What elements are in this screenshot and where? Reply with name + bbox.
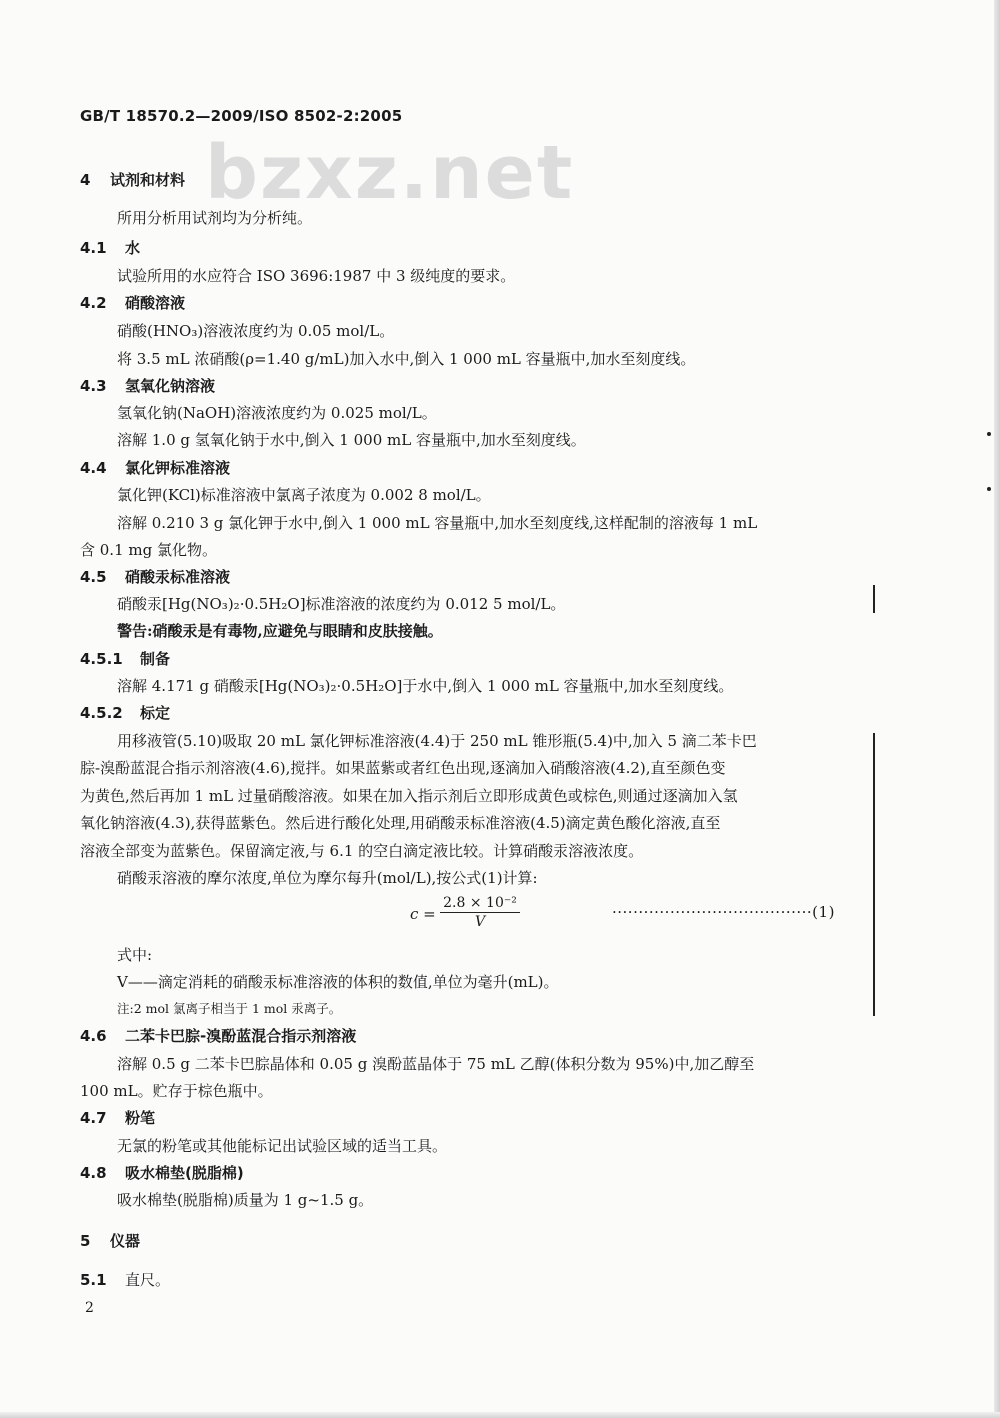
- section-number: 4.2: [80, 294, 107, 312]
- note-text: 注:2 mol 氯离子相当于 1 mol 汞离子。: [117, 1001, 342, 1016]
- section-4-3-heading: [80, 376, 215, 396]
- paragraph: 腙-溴酚蓝混合指示剂溶液(4.6),搅拌。如果蓝紫或者红色出现,逐滴加入硝酸溶液(4.2),直至颜色变: [80, 759, 726, 777]
- paragraph: 硝酸汞溶液的摩尔浓度,单位为摩尔每升(mol/L),按公式(1)计算:: [117, 869, 538, 887]
- section-4-6-heading: [80, 1026, 356, 1046]
- section-number: 4.4: [80, 459, 107, 477]
- change-bar: [873, 585, 875, 613]
- section-title: 吸水棉垫(脱脂棉): [125, 1164, 244, 1182]
- paragraph: 溶解 0.210 3 g 氯化钾于水中,倒入 1 000 mL 容量瓶中,加水至刻度线,这样配制的溶液每 1 mL: [117, 514, 758, 532]
- paragraph: 无氯的粉笔或其他能标记出试验区域的适当工具。: [117, 1137, 448, 1155]
- section-number: 4.8: [80, 1164, 107, 1182]
- section-5-1: [80, 1270, 170, 1290]
- paragraph: 100 mL。贮存于棕色瓶中。: [80, 1082, 273, 1100]
- paragraph: 硝酸汞[Hg(NO₃)₂·0.5H₂O]标准溶液的浓度约为 0.012 5 mol/L。: [117, 595, 566, 613]
- section-title: 试剂和材料: [110, 171, 186, 189]
- variable-definition: V——滴定消耗的硝酸汞标准溶液的体积的数值,单位为毫升(mL)。: [117, 973, 559, 991]
- paragraph: 为黄色,然后再加 1 mL 过量硝酸溶液。如果在加入指示剂后立即形成黄色或棕色,则通过逐滴加入氢: [80, 787, 738, 805]
- paragraph: 将 3.5 mL 浓硝酸(ρ=1.40 g/mL)加入水中,倒入 1 000 mL 容量瓶中,加水至刻度线。: [117, 350, 696, 368]
- section-number: 4: [80, 171, 91, 189]
- equation-label: ······································(1): [612, 903, 835, 921]
- section-number: 4.6: [80, 1027, 107, 1045]
- section-number: 4.7: [80, 1109, 107, 1127]
- paragraph: 直尺。: [125, 1271, 171, 1289]
- section-4-7-heading: [80, 1108, 155, 1128]
- section-4-1-heading: [80, 238, 140, 258]
- watermark: bzxz.net: [205, 130, 575, 216]
- change-bar: [873, 733, 875, 1016]
- paragraph: 溶解 4.171 g 硝酸汞[Hg(NO₃)₂·0.5H₂O]于水中,倒入 1 000 mL 容量瓶中,加水至刻度线。: [117, 677, 734, 695]
- section-4-5-1-heading: [80, 649, 170, 669]
- section-title: 硝酸汞标准溶液: [125, 568, 231, 586]
- paragraph: 所用分析用试剂均为分析纯。: [117, 209, 313, 227]
- section-4-heading: [80, 170, 185, 190]
- section-title: 制备: [140, 650, 171, 668]
- section-title: 水: [125, 239, 141, 257]
- equation-fraction: [440, 895, 520, 930]
- section-title: 标定: [140, 704, 171, 722]
- page-edge-bottom: [0, 1412, 1000, 1418]
- page-number: 2: [85, 1300, 94, 1316]
- equation-numerator: 2.8 × 10⁻²: [440, 895, 520, 913]
- paragraph: 氯化钾(KCl)标准溶液中氯离子浓度为 0.002 8 mol/L。: [117, 486, 491, 504]
- section-title: 硝酸溶液: [125, 294, 186, 312]
- where-label: 式中:: [117, 946, 153, 964]
- section-number: 4.3: [80, 377, 107, 395]
- warning-text: 警告:硝酸汞是有毒物,应避免与眼睛和皮肤接触。: [117, 622, 443, 640]
- standard-header: GB/T 18570.2—2009/ISO 8502-2:2005: [80, 107, 403, 125]
- scan-mark: [987, 432, 991, 436]
- section-number: 4.5.2: [80, 704, 123, 722]
- section-4-5-2-heading: [80, 703, 170, 723]
- section-4-4-heading: [80, 458, 230, 478]
- section-number: 4.1: [80, 239, 107, 257]
- section-4-2-heading: [80, 293, 185, 313]
- paragraph: 吸水棉垫(脱脂棉)质量为 1 g~1.5 g。: [117, 1191, 374, 1209]
- section-number: 5.1: [80, 1271, 107, 1289]
- section-title: 二苯卡巴腙-溴酚蓝混合指示剂溶液: [125, 1027, 357, 1045]
- section-title: 氢氧化钠溶液: [125, 377, 216, 395]
- paragraph: 氢氧化钠(NaOH)溶液浓度约为 0.025 mol/L。: [117, 404, 437, 422]
- section-title: 氯化钾标准溶液: [125, 459, 231, 477]
- equation-denominator: V: [474, 914, 486, 930]
- paragraph: 硝酸(HNO₃)溶液浓度约为 0.05 mol/L。: [117, 322, 395, 340]
- section-5-heading: [80, 1231, 140, 1251]
- section-4-8-heading: [80, 1163, 244, 1183]
- section-title: 粉笔: [125, 1109, 156, 1127]
- paragraph: 氧化钠溶液(4.3),获得蓝紫色。然后进行酸化处理,用硝酸汞标准溶液(4.5)滴定黄色酸化溶液,直至: [80, 814, 721, 832]
- paragraph: 溶液全部变为蓝紫色。保留滴定液,与 6.1 的空白滴定液比较。计算硝酸汞溶液浓度。: [80, 842, 644, 860]
- scan-mark: [987, 487, 991, 491]
- paragraph: 试验所用的水应符合 ISO 3696:1987 中 3 级纯度的要求。: [117, 267, 516, 285]
- paragraph: 含 0.1 mg 氯化物。: [80, 541, 217, 559]
- section-number: 4.5: [80, 568, 107, 586]
- equation-lhs: c =: [410, 905, 436, 923]
- paragraph: 溶解 1.0 g 氢氧化钠于水中,倒入 1 000 mL 容量瓶中,加水至刻度线。: [117, 431, 586, 449]
- section-title: 仪器: [110, 1232, 141, 1250]
- section-4-5-heading: [80, 567, 230, 587]
- page-edge-right: [994, 0, 1000, 1418]
- section-number: 4.5.1: [80, 650, 123, 668]
- section-number: 5: [80, 1232, 91, 1250]
- paragraph: 用移液管(5.10)吸取 20 mL 氯化钾标准溶液(4.4)于 250 mL 锥形瓶(5.4)中,加入 5 滴二苯卡巴: [117, 732, 757, 750]
- paragraph: 溶解 0.5 g 二苯卡巴腙晶体和 0.05 g 溴酚蓝晶体于 75 mL 乙醇(体积分数为 95%)中,加乙醇至: [117, 1055, 755, 1073]
